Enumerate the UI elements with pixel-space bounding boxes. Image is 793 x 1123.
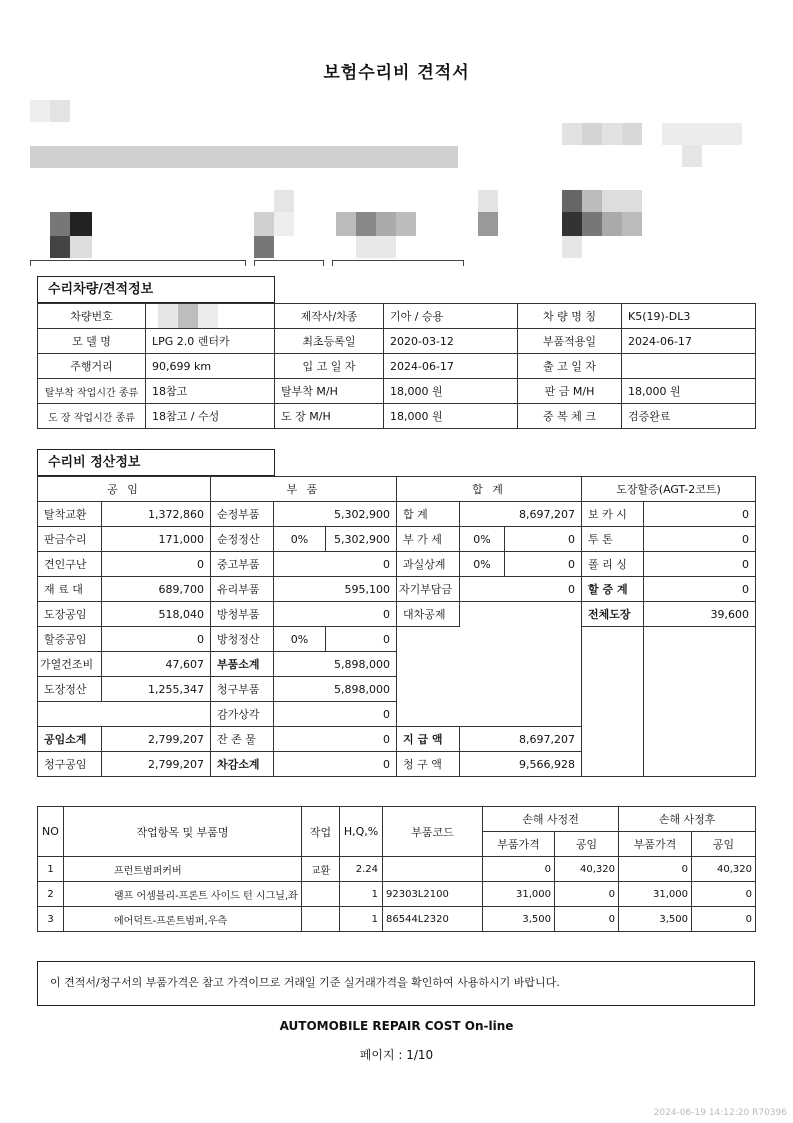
col-item-header: 작업항목 및 부품명 xyxy=(64,807,302,857)
vehicle-section-header: 수리차량/견적정보 xyxy=(37,276,275,303)
total-label: 대차공제 xyxy=(397,602,460,627)
parts-value: 595,100 xyxy=(274,577,397,602)
labor-label: 탈착교환 xyxy=(38,502,102,527)
total-label: 청 구 액 xyxy=(397,752,460,777)
col-hq-header: H,Q,% xyxy=(340,807,383,857)
parts-date-value: 2024-06-17 xyxy=(622,329,756,354)
model-name-value: LPG 2.0 렌터카 xyxy=(146,329,275,354)
paint-label: 전체도장 xyxy=(582,602,644,627)
parts-label: 차감소계 xyxy=(211,752,274,777)
dup-check-label: 중 복 체 크 xyxy=(518,404,622,429)
paint-col-header: 도장할증(AGT-2코트) xyxy=(582,477,756,502)
car-no-label: 차량번호 xyxy=(38,304,146,329)
row-before-labor: 0 xyxy=(555,907,619,932)
labor-label: 할증공임 xyxy=(38,627,102,652)
col-after-header: 손해 사정후 xyxy=(619,807,756,832)
row-after-price: 3,500 xyxy=(619,907,692,932)
parts-value: 5,302,900 xyxy=(326,527,397,552)
col-before-labor-header: 공임 xyxy=(555,832,619,857)
parts-label: 방청부품 xyxy=(211,602,274,627)
out-date-label: 출 고 일 자 xyxy=(518,354,622,379)
labor-value: 2,799,207 xyxy=(102,752,211,777)
parts-label: 중고부품 xyxy=(211,552,274,577)
price-notice: 이 견적서/청구서의 부품가격은 참고 가격이므로 거래일 기준 실거래가격을 확인하여 사용하시기 바랍니다. xyxy=(37,961,755,1006)
total-label: 자기부담금 xyxy=(397,577,460,602)
total-value: 8,697,207 xyxy=(460,502,582,527)
paint-value: 0 xyxy=(644,527,756,552)
parts-label: 감가상각 xyxy=(211,702,274,727)
parts-label: 부품소계 xyxy=(211,652,274,677)
parts-value: 0 xyxy=(326,627,397,652)
in-date-value: 2024-06-17 xyxy=(384,354,518,379)
paint-type-value: 18참고 / 수성 xyxy=(146,404,275,429)
detach-type-label: 탈부착 작업시간 종류 xyxy=(38,379,146,404)
row-work xyxy=(302,882,340,907)
car-no-redacted xyxy=(146,304,275,329)
col-before-price-header: 부품가격 xyxy=(483,832,555,857)
row-code xyxy=(383,857,483,882)
total-label: 과실상계 xyxy=(397,552,460,577)
labor-label: 판금수리 xyxy=(38,527,102,552)
labor-col-header: 공 임 xyxy=(38,477,211,502)
labor-value: 1,372,860 xyxy=(102,502,211,527)
paint-label: 보 카 시 xyxy=(582,502,644,527)
cost-table xyxy=(37,476,756,777)
paint-value: 0 xyxy=(644,552,756,577)
labor-label: 재 료 대 xyxy=(38,577,102,602)
paint-value: 0 xyxy=(644,577,756,602)
sheet-mh-value: 18,000 원 xyxy=(622,379,756,404)
row-code: 86544L2320 xyxy=(383,907,483,932)
parts-col-header: 부 품 xyxy=(211,477,397,502)
row-before-price: 0 xyxy=(483,857,555,882)
labor-label: 도장정산 xyxy=(38,677,102,702)
print-timestamp: 2024-06-19 14:12:20 R70396 xyxy=(653,1108,787,1118)
labor-value: 0 xyxy=(102,627,211,652)
mileage-value: 90,699 km xyxy=(146,354,275,379)
table-row xyxy=(38,857,756,882)
paint-label: 투 톤 xyxy=(582,527,644,552)
table-row xyxy=(38,882,756,907)
document-title: 보험수리비 견적서 xyxy=(323,63,470,83)
row-before-labor: 40,320 xyxy=(555,857,619,882)
total-value xyxy=(460,602,582,627)
total-col-header: 합 계 xyxy=(397,477,582,502)
parts-value: 5,302,900 xyxy=(274,502,397,527)
model-name-label: 모 델 명 xyxy=(38,329,146,354)
row-work: 교환 xyxy=(302,857,340,882)
paint-value: 39,600 xyxy=(644,602,756,627)
col-after-labor-header: 공임 xyxy=(692,832,756,857)
sheet-mh-label: 판 금 M/H xyxy=(518,379,622,404)
maker-label: 제작사/차종 xyxy=(275,304,384,329)
col-after-price-header: 부품가격 xyxy=(619,832,692,857)
labor-value: 47,607 xyxy=(102,652,211,677)
parts-pct: 0% xyxy=(274,627,326,652)
paint-mh-label: 도 장 M/H xyxy=(275,404,384,429)
parts-value: 0 xyxy=(274,552,397,577)
items-table xyxy=(37,806,756,932)
row-hq: 2.24 xyxy=(340,857,383,882)
col-code-header: 부품코드 xyxy=(383,807,483,857)
row-no: 3 xyxy=(38,907,64,932)
total-value: 8,697,207 xyxy=(460,727,582,752)
total-label: 합 계 xyxy=(397,502,460,527)
parts-label: 순정부품 xyxy=(211,502,274,527)
row-code: 92303L2100 xyxy=(383,882,483,907)
labor-value: 171,000 xyxy=(102,527,211,552)
row-after-price: 31,000 xyxy=(619,882,692,907)
parts-value: 0 xyxy=(274,752,397,777)
row-hq: 1 xyxy=(340,882,383,907)
row-work xyxy=(302,907,340,932)
labor-label: 청구공임 xyxy=(38,752,102,777)
parts-date-label: 부품적용일 xyxy=(518,329,622,354)
first-reg-label: 최초등록일 xyxy=(275,329,384,354)
total-value: 0 xyxy=(505,552,582,577)
dup-check-value: 검증완료 xyxy=(622,404,756,429)
row-before-price: 3,500 xyxy=(483,907,555,932)
labor-label: 가열건조비 xyxy=(38,652,102,677)
parts-value: 0 xyxy=(274,727,397,752)
model-value: K5(19)-DL3 xyxy=(622,304,756,329)
paint-type-label: 도 장 작업시간 종류 xyxy=(38,404,146,429)
total-value: 9,566,928 xyxy=(460,752,582,777)
row-before-price: 31,000 xyxy=(483,882,555,907)
mileage-label: 주행거리 xyxy=(38,354,146,379)
parts-value: 5,898,000 xyxy=(274,677,397,702)
col-before-header: 손해 사정전 xyxy=(483,807,619,832)
parts-label: 청구부품 xyxy=(211,677,274,702)
row-after-labor: 0 xyxy=(692,907,756,932)
parts-label: 잔 존 물 xyxy=(211,727,274,752)
parts-value: 0 xyxy=(274,702,397,727)
parts-value: 0 xyxy=(274,602,397,627)
labor-value: 518,040 xyxy=(102,602,211,627)
row-name: 램프 어셈블리-프론트 사이드 턴 시그닐,좌 xyxy=(64,882,302,907)
parts-label: 순정정산 xyxy=(211,527,274,552)
labor-label: 도장공임 xyxy=(38,602,102,627)
total-pct: 0% xyxy=(460,552,505,577)
row-name: 에어덕트-프론트범퍼,우측 xyxy=(64,907,302,932)
col-no-header: NO xyxy=(38,807,64,857)
paint-label: 할 증 계 xyxy=(582,577,644,602)
first-reg-value: 2020-03-12 xyxy=(384,329,518,354)
table-row xyxy=(38,907,756,932)
paint-mh-value: 18,000 원 xyxy=(384,404,518,429)
row-after-labor: 40,320 xyxy=(692,857,756,882)
row-after-price: 0 xyxy=(619,857,692,882)
footer-brand: AUTOMOBILE REPAIR COST On-line xyxy=(279,1019,514,1033)
parts-value: 5,898,000 xyxy=(274,652,397,677)
detach-type-value: 18참고 xyxy=(146,379,275,404)
in-date-label: 입 고 일 자 xyxy=(275,354,384,379)
cost-section-header: 수리비 정산정보 xyxy=(37,449,275,476)
parts-label: 방청정산 xyxy=(211,627,274,652)
total-pct: 0% xyxy=(460,527,505,552)
parts-pct: 0% xyxy=(274,527,326,552)
labor-label: 공임소계 xyxy=(38,727,102,752)
total-value: 0 xyxy=(505,527,582,552)
col-work-header: 작업 xyxy=(302,807,340,857)
row-no: 2 xyxy=(38,882,64,907)
total-value: 0 xyxy=(460,577,582,602)
maker-value: 기아 / 승용 xyxy=(384,304,518,329)
paint-value: 0 xyxy=(644,502,756,527)
parts-label: 유리부품 xyxy=(211,577,274,602)
paint-label: 폴 리 싱 xyxy=(582,552,644,577)
page-number: 페이지 : 1/10 xyxy=(359,1048,434,1062)
row-no: 1 xyxy=(38,857,64,882)
total-label: 지 급 액 xyxy=(397,727,460,752)
row-name: 프런트범퍼커버 xyxy=(64,857,302,882)
detach-mh-value: 18,000 원 xyxy=(384,379,518,404)
total-label: 부 가 세 xyxy=(397,527,460,552)
vehicle-info-table xyxy=(37,303,756,429)
out-date-value xyxy=(622,354,756,379)
row-hq: 1 xyxy=(340,907,383,932)
labor-label: 견인구난 xyxy=(38,552,102,577)
detach-mh-label: 탈부착 M/H xyxy=(275,379,384,404)
row-after-labor: 0 xyxy=(692,882,756,907)
model-label: 차 량 명 칭 xyxy=(518,304,622,329)
labor-value: 1,255,347 xyxy=(102,677,211,702)
labor-value: 0 xyxy=(102,552,211,577)
labor-value: 689,700 xyxy=(102,577,211,602)
row-before-labor: 0 xyxy=(555,882,619,907)
labor-value: 2,799,207 xyxy=(102,727,211,752)
